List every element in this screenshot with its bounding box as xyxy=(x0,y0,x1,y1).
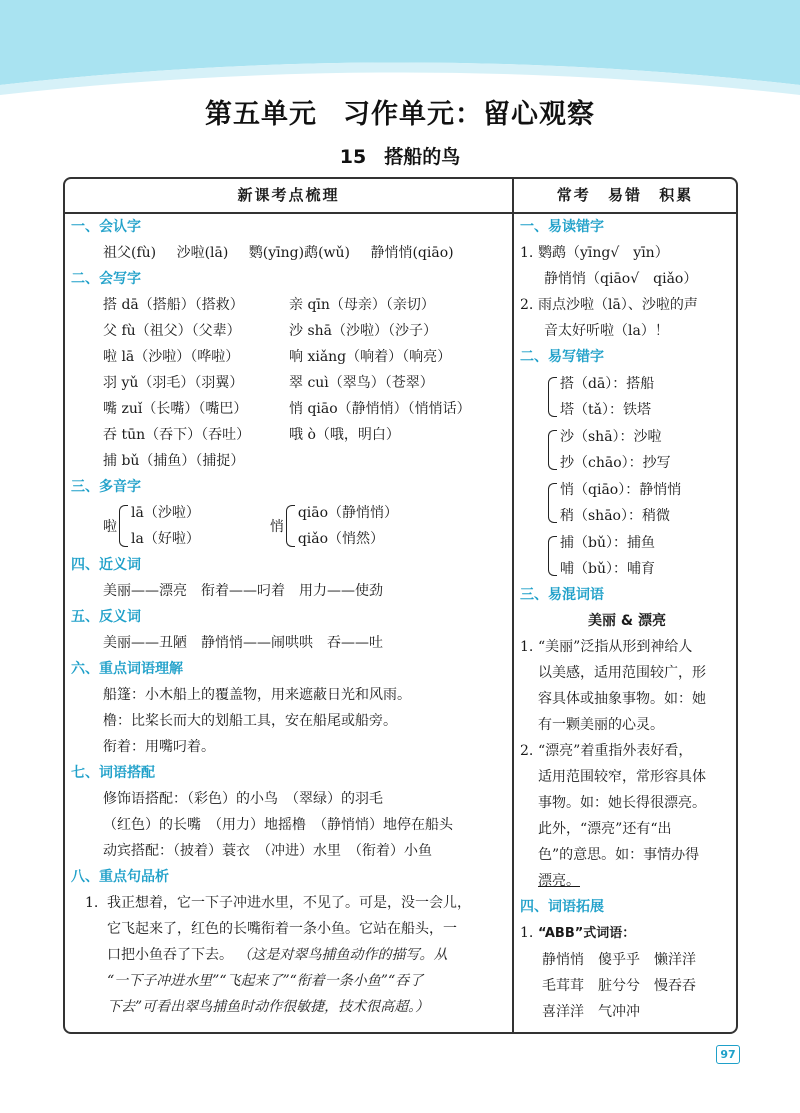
confusable-note: 1. “美丽”泛指从形到神给人 以美感，适用范围较广，形 容具体或抽象事物。如：她 有一颗美丽的心灵。 2. “漂亮”着重指外表好看， 适用范围较窄，常形容具体 事物。如：她长得很漂亮。 此外，“漂亮”还有“出 色”的意思。如：事情办得 漂亮。 xyxy=(520,639,706,889)
collocation: 动宾搭配：（披着）蓑衣 （冲进）水里 （衔着）小鱼 xyxy=(103,843,432,859)
misread-item: 静悄悄（qiāo√ qiǎo） xyxy=(544,271,698,287)
write-row: 捕 bǔ（捕鱼）（捕捉） xyxy=(103,453,245,469)
write-row: 吞 tūn（吞下）（吞吐） 哦 ò（哦，明白） xyxy=(103,427,400,443)
left-header: 新课考点梳理 xyxy=(65,179,512,214)
miswrite-group: 悄（qiāo）：静悄悄 稍（shāo）：稍微 xyxy=(548,476,734,529)
word-meaning: 衔着：用嘴叼着。 xyxy=(103,739,215,755)
abb-words: 静悄悄 傻乎乎 懒洋洋 xyxy=(542,952,696,968)
section-title: 五、反义词 xyxy=(71,609,141,625)
lesson-title: 15 搭船的鸟 xyxy=(339,146,461,168)
section-title: 四、近义词 xyxy=(71,557,141,573)
column-divider xyxy=(512,179,514,1032)
right-header: 常考 易错 积累 xyxy=(514,179,736,214)
write-row: 搭 dā（搭船）（搭救） 亲 qīn（母亲）（亲切） xyxy=(103,297,435,313)
key-sentence: 1. 我正想着，它一下子冲进水里，不见了。可是，没一会儿， 它飞起来了，红色的长嘴衔着一条小鱼。它站在船头，一 口把小鱼吞了下去。 （这是对翠鸟捕鱼动作的描写。从 “一下子冲进水里”“飞起来了”“衔着一条小鱼”“吞了 下去”可看出翠鸟捕鱼时动作很敏捷，技术很高超。） xyxy=(85,895,471,1015)
section-title: 二、会写字 xyxy=(71,271,141,287)
word-meaning: 橹：比桨长而大的划船工具，安在船尾或船旁。 xyxy=(103,713,397,729)
section-title: 四、词语拓展 xyxy=(520,899,604,915)
section-title: 六、重点词语理解 xyxy=(71,661,183,677)
collocation: （红色）的长嘴 （用力）地摇橹 （静悄悄）地停在船头 xyxy=(103,817,453,833)
brace-icon xyxy=(548,430,557,470)
write-row: 父 fù（祖父）（父辈） 沙 shā（沙啦）（沙子） xyxy=(103,323,437,339)
misread-item: 1. 鹦鹉（yīng√ yīn） xyxy=(520,245,669,261)
misread-item: 音太好听啦（la）！ xyxy=(544,323,669,339)
write-row: 嘴 zuǐ（长嘴）（嘴巴） 悄 qiāo（静悄悄）（悄悄话） xyxy=(103,401,471,417)
recognize-chars: 祖父(fù) 沙啦(lā) 鹦(yīng)鹉(wǔ) 静悄悄(qiāo) xyxy=(103,245,454,261)
miswrite-group: 搭（dā）：搭船 塔（tǎ）：铁塔 xyxy=(548,370,734,423)
antonyms: 美丽——丑陋 静悄悄——闹哄哄 吞——吐 xyxy=(103,635,383,651)
abb-words: 毛茸茸 脏兮兮 慢吞吞 xyxy=(542,978,696,994)
brace-icon xyxy=(548,536,557,576)
page-number: 97 xyxy=(716,1045,740,1064)
left-column xyxy=(71,214,509,1020)
section-title: 八、重点句品析 xyxy=(71,869,169,885)
abb-words: 喜洋洋 气冲冲 xyxy=(542,1004,640,1020)
unit-title: 第五单元 习作单元：留心观察 xyxy=(205,99,595,130)
write-row: 啦 lā（沙啦）（哗啦） 响 xiǎng（响着）（响亮） xyxy=(103,349,452,365)
polyphone-group: 啦 lā（沙啦） la（好啦） 悄 qiāo（静悄悄） qiǎo（悄然） xyxy=(103,505,399,547)
section-title: 三、多音字 xyxy=(71,479,141,495)
miswrite-group: 捕（bǔ）：捕鱼 哺（bǔ）：哺育 xyxy=(548,529,734,582)
synonyms: 美丽——漂亮 衔着——叼着 用力——使劲 xyxy=(103,583,383,599)
brace-icon xyxy=(548,483,557,523)
section-title: 一、会认字 xyxy=(71,219,141,235)
misread-item: 2. 雨点沙啦（lā）、沙啦的声 xyxy=(520,297,698,313)
miswrite-group: 沙（shā）：沙啦 抄（chāo）：抄写 xyxy=(548,423,734,476)
brace-icon xyxy=(548,377,557,417)
section-title: 二、易写错字 xyxy=(520,349,604,365)
abb-label: 1. “ABB”式词语： xyxy=(520,925,636,941)
brace-icon xyxy=(286,505,295,547)
section-title: 七、词语搭配 xyxy=(71,765,155,781)
section-title: 一、易读错字 xyxy=(520,219,604,235)
brace-icon xyxy=(119,505,128,547)
word-meaning: 船篷：小木船上的覆盖物，用来遮蔽日光和风雨。 xyxy=(103,687,411,703)
right-column xyxy=(520,214,734,1025)
write-row: 羽 yǔ（羽毛）（羽翼） 翠 cuì（翠鸟）（苍翠） xyxy=(103,375,434,391)
content-frame xyxy=(63,177,738,1034)
section-title: 三、易混词语 xyxy=(520,587,604,603)
collocation: 修饰语搭配：（彩色）的小鸟 （翠绿）的羽毛 xyxy=(103,791,383,807)
confusable-subhead: 美丽 & 漂亮 xyxy=(588,613,666,629)
